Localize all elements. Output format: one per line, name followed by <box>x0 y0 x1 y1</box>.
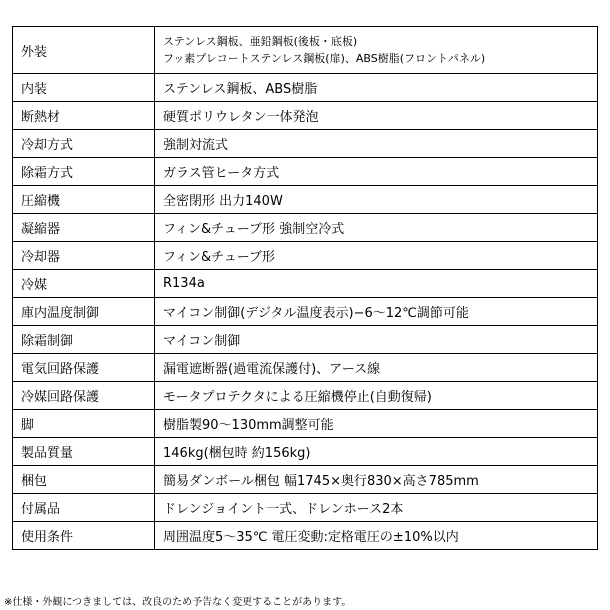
table-row <box>13 130 598 158</box>
row-label: 冷却器 <box>13 242 155 270</box>
row-label: 冷媒 <box>13 270 155 298</box>
table-row <box>13 410 598 438</box>
table-row <box>13 298 598 326</box>
row-value: ドレンジョイント一式、ドレンホース2本 <box>155 494 598 522</box>
table-row <box>13 522 598 550</box>
row-value: 全密閉形 出力140W <box>155 186 598 214</box>
row-value <box>155 27 598 74</box>
row-label: 製品質量 <box>13 438 155 466</box>
row-value: 周囲温度5〜35℃ 電圧変動:定格電圧の±10%以内 <box>155 522 598 550</box>
row-label: 冷却方式 <box>13 130 155 158</box>
row-label: 梱包 <box>13 466 155 494</box>
table-row <box>13 186 598 214</box>
row-label: 圧縮機 <box>13 186 155 214</box>
row-label: 凝縮器 <box>13 214 155 242</box>
row-value: モータプロテクタによる圧縮機停止(自動復帰) <box>155 382 598 410</box>
table-row <box>13 27 598 74</box>
table-row <box>13 466 598 494</box>
row-value: 樹脂製90〜130mm調整可能 <box>155 410 598 438</box>
table-row <box>13 242 598 270</box>
row-value: マイコン制御 <box>155 326 598 354</box>
row-label: 電気回路保護 <box>13 354 155 382</box>
row-value: フィン&チューブ形 <box>155 242 598 270</box>
row-label: 除霜方式 <box>13 158 155 186</box>
row-label: 内装 <box>13 74 155 102</box>
table-row <box>13 214 598 242</box>
exterior-line-1: ステンレス鋼板、亜鉛鋼板(後板・底板) <box>163 35 358 48</box>
row-label: 除霜制御 <box>13 326 155 354</box>
footnote: ※仕様・外観につきましては、改良のため予告なく変更することがあります。 <box>4 597 352 608</box>
table-row <box>13 438 598 466</box>
row-label: 外装 <box>13 27 155 74</box>
row-label: 脚 <box>13 410 155 438</box>
exterior-line-2: フッ素プレコートステンレス鋼板(扉)、ABS樹脂(フロントパネル) <box>163 52 486 65</box>
row-label: 断熱材 <box>13 102 155 130</box>
table-row <box>13 102 598 130</box>
table-row <box>13 326 598 354</box>
row-value: 146kg(梱包時 約156kg) <box>155 438 598 466</box>
row-value: フィン&チューブ形 強制空冷式 <box>155 214 598 242</box>
table-row <box>13 74 598 102</box>
row-label: 付属品 <box>13 494 155 522</box>
row-label: 使用条件 <box>13 522 155 550</box>
table-row <box>13 270 598 298</box>
row-value: ステンレス鋼板、ABS樹脂 <box>155 74 598 102</box>
table-row <box>13 494 598 522</box>
row-value: 漏電遮断器(過電流保護付)、アース線 <box>155 354 598 382</box>
row-label: 庫内温度制御 <box>13 298 155 326</box>
spec-table <box>12 26 598 550</box>
row-value: R134a <box>155 270 598 298</box>
table-row <box>13 382 598 410</box>
row-value: 硬質ポリウレタン一体発泡 <box>155 102 598 130</box>
table-row <box>13 354 598 382</box>
row-value: 簡易ダンボール梱包 幅1745×奥行830×高さ785mm <box>155 466 598 494</box>
row-value: マイコン制御(デジタル温度表示)−6〜12℃調節可能 <box>155 298 598 326</box>
table-row <box>13 158 598 186</box>
row-label: 冷媒回路保護 <box>13 382 155 410</box>
row-value: ガラス管ヒータ方式 <box>155 158 598 186</box>
row-value: 強制対流式 <box>155 130 598 158</box>
